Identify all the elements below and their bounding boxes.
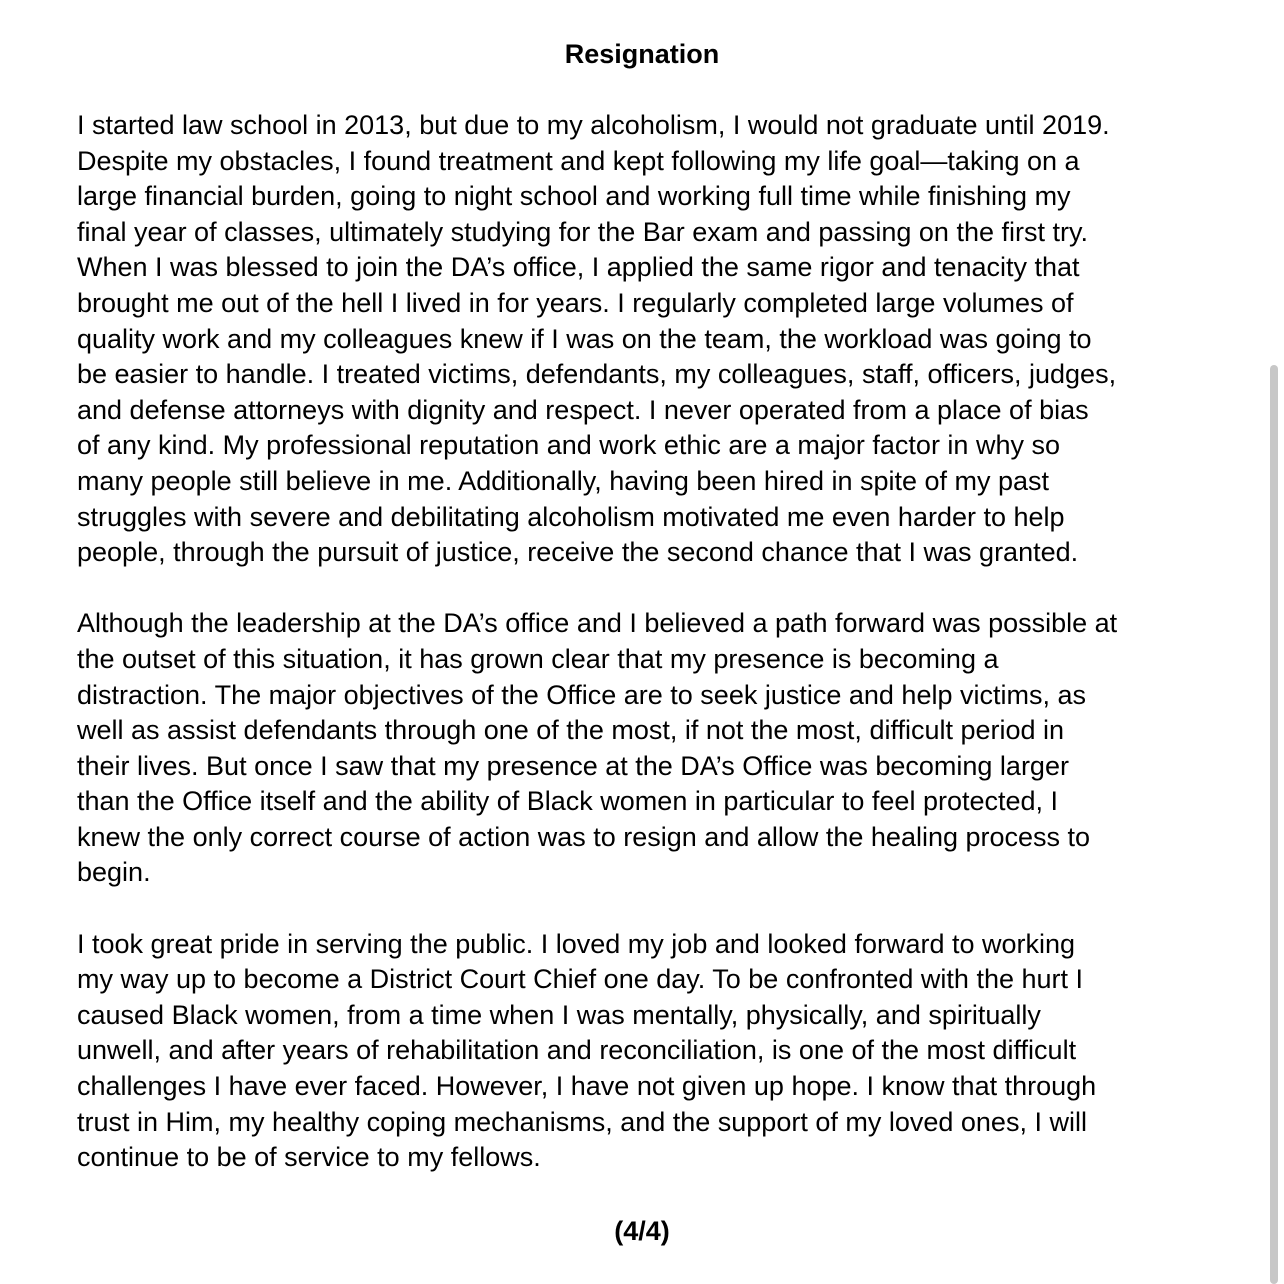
text-line: I started law school in 2013, but due to my alcoholism, I would not graduate until 2019. <box>77 110 1110 140</box>
paragraph-1 <box>77 108 1217 571</box>
paragraph-3 <box>77 927 1217 1176</box>
text-line: many people still believe in me. Additionally, having been hired in spite of my past <box>77 465 1050 496</box>
text-line: Despite my obstacles, I found treatment and kept following my life goal—taking on a <box>77 145 1080 176</box>
paragraph-2 <box>77 606 1217 891</box>
text-line: of any kind. My professional reputation and work ethic are a major factor in why so <box>77 430 1060 461</box>
text-line: I took great pride in serving the public. I loved my job and looked forward to working <box>77 928 1076 959</box>
scrollbar-thumb[interactable] <box>1270 365 1278 1284</box>
page-indicator: (4/4) <box>614 1216 670 1246</box>
text-line: struggles with severe and debilitating alcoholism motivated me even harder to help <box>77 501 1065 532</box>
text-line: challenges I have ever faced. However, I have not given up hope. I know that through <box>77 1071 1097 1102</box>
document-body <box>77 108 1217 1211</box>
text-line: my way up to become a District Court Chief one day. To be confronted with the hurt I <box>77 964 1084 995</box>
text-line: unwell, and after years of rehabilitation and reconciliation, is one of the most difficult <box>77 1035 1077 1066</box>
vertical-scrollbar[interactable] <box>1268 0 1284 1284</box>
text-line: brought me out of the hell I lived in for years. I regularly completed large volumes of <box>77 287 1074 318</box>
text-line: caused Black women, from a time when I was mentally, physically, and spiritually <box>77 999 1041 1030</box>
text-line: quality work and my colleagues knew if I was on the team, the workload was going to <box>77 323 1092 354</box>
text-line: knew the only correct course of action was to resign and allow the healing process to <box>77 821 1091 852</box>
text-line: distraction. The major objectives of the Office are to seek justice and help victims, as <box>77 679 1086 710</box>
text-line: Although the leadership at the DA’s office and I believed a path forward was possible at <box>77 608 1118 639</box>
text-line: begin. <box>77 857 151 888</box>
text-line: trust in Him, my healthy coping mechanisms, and the support of my loved ones, I will <box>77 1106 1087 1137</box>
document-title: Resignation <box>564 39 720 69</box>
text-line: people, through the pursuit of justice, receive the second chance that I was granted. <box>77 537 1079 568</box>
text-line: large financial burden, going to night school and working full time while finishing my <box>77 181 1071 212</box>
text-line: the outset of this situation, it has grown clear that my presence is becoming a <box>77 643 999 674</box>
text-line: continue to be of service to my fellows. <box>77 1142 541 1173</box>
text-line: and defense attorneys with dignity and respect. I never operated from a place of bias <box>77 394 1089 425</box>
text-line: than the Office itself and the ability of Black women in particular to feel protected, I <box>77 786 1059 817</box>
text-line: When I was blessed to join the DA’s office, I applied the same rigor and tenacity that <box>77 252 1080 283</box>
text-line: be easier to handle. I treated victims, defendants, my colleagues, staff, officers, judges, <box>77 359 1117 390</box>
text-line: their lives. But once I saw that my presence at the DA’s Office was becoming larger <box>77 750 1069 781</box>
text-line: well as assist defendants through one of the most, if not the most, difficult period in <box>77 715 1065 746</box>
text-line: final year of classes, ultimately studying for the Bar exam and passing on the first try. <box>77 216 1088 247</box>
